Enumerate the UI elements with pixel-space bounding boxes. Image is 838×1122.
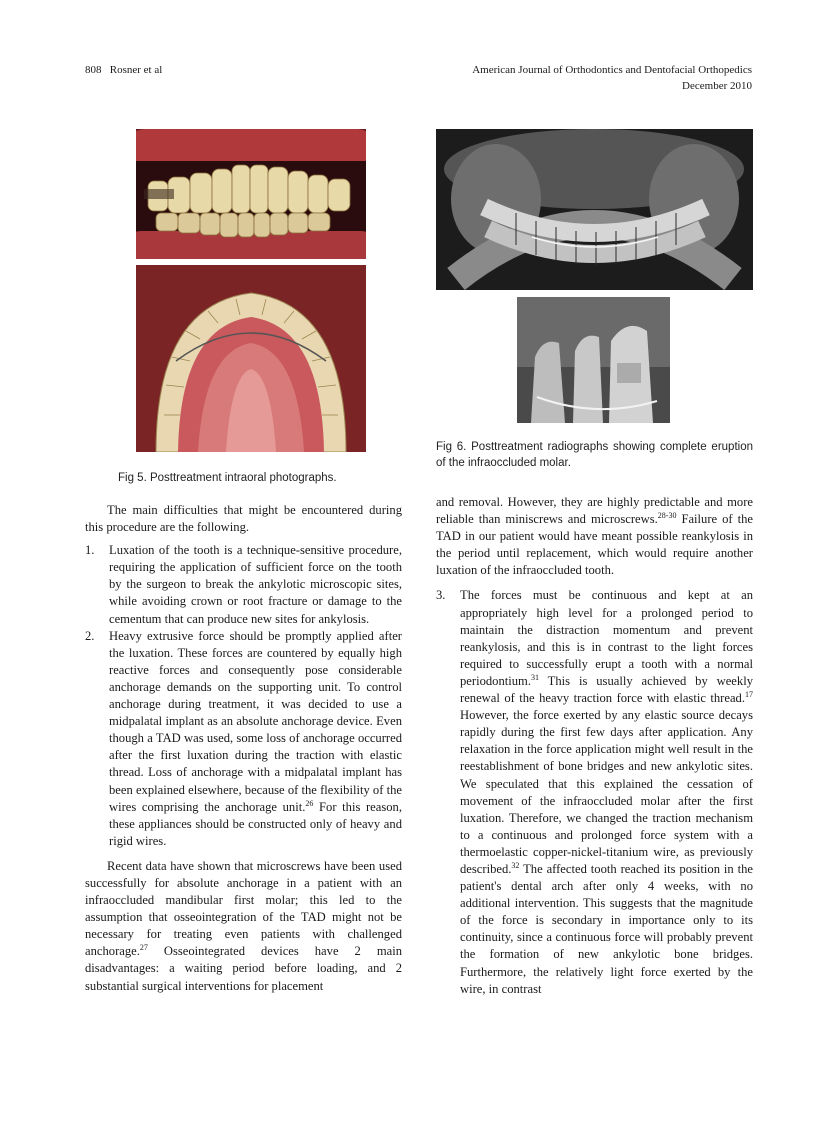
citation: 31	[531, 672, 540, 682]
right-column-text	[436, 494, 753, 998]
citation: 32	[511, 860, 520, 870]
difficulties-list-continued	[436, 587, 753, 997]
list-item	[85, 542, 402, 627]
body-paragraph	[436, 494, 753, 579]
fig6-caption: Fig 6. Posttreatment radiographs showing complete eruption of the infraoccluded molar.	[436, 441, 753, 469]
list-item	[85, 628, 402, 850]
paragraph-text: and removal. However, they are highly predictable and more reliable than miniscrews and microscrews.	[436, 495, 753, 527]
issue-date: December 2010	[682, 80, 752, 92]
fig6-panoramic-radiograph	[436, 129, 753, 290]
fig6-periapical-radiograph	[517, 297, 670, 423]
list-number: 3.	[436, 588, 446, 603]
left-column-text	[85, 502, 402, 995]
list-text: Heavy extrusive force should be promptly applied after the luxation. These forces are countered by equally high reactive forces and consequently pose considerable anchorage demands on the supporting unit. To control anchorage during treatment, it was decided to use a midpalatal implant as an absolute anchorage device. Even though a TAD was used, some loss of anchorage occurred after the first luxation during the traction with elastic thread. Loss of anchorage with a midpalatal implant has been explained elsewhere, because of the flexibility of the wires comprising the anchorage unit.	[109, 628, 402, 814]
difficulties-list	[85, 542, 402, 850]
list-number: 1.	[85, 543, 95, 558]
citation: 26	[305, 798, 314, 808]
paragraph-text: Osseointegrated devices have 2 main disadvantages: a waiting period before loading, and 2 substantial surgical interventions for placement	[85, 944, 402, 993]
body-paragraph	[85, 858, 402, 995]
list-text: For this reason, these appliances should be constructed only of heavy and rigid wires.	[109, 799, 403, 848]
citation: 28-30	[657, 510, 677, 520]
list-text: The affected tooth reached its position in the patient's dental arch after only 4 weeks, with no additional intervention. This suggests that the magnitude of the force is secondary in importance only to its continuity, since a continuous force will probably prevent the formation of new ankylotic bone bridges. Furthermore, the relatively light force exerted by the wire, in contrast	[460, 861, 753, 996]
list-text: The forces must be continuous and kept at an appropriately high level for a prolonged period to maintain the distraction momentum and prevent reankylosis, and this is in contrast to the light forces required to successfully erupt a tooth with a normal periodontium.	[460, 588, 753, 688]
paragraph-text: Failure of the TAD in our patient would have meant possible reankylosis in the period until replacement, which would require another luxation of the infraoccluded tooth.	[436, 512, 753, 578]
paragraph-text: Recent data have shown that microscrews have been used successfully for absolute anchorage in a patient with an infraoccluded mandibular first molar; this led to the assumption that osseointegration of the TAD might not be necessary for treating even patients with challenged anchorage.	[85, 858, 402, 959]
list-item	[436, 587, 753, 997]
running-header-right	[472, 62, 752, 94]
list-text: However, the force exerted by any elastic source decays rapidly during the first few days after application. Any relaxation in the force application might well result in the reestablishment of bone bridges and new ankylotic sites. We speculated that this explained the cessation of movement of the infraoccluded molar after the first luxation. Therefore, we changed the traction mechanism to a continuous and prolonged force system with a thermoelastic copper-nickel-titanium wire, as previously described.	[460, 708, 753, 876]
list-text: Luxation of the tooth is a technique-sensitive procedure, requiring the application of sufficient force on the tooth by the surgeon to break the ankylotic microscopic sites, while avoiding crown or root fracture or damage to the cementum that can produce new sites for ankylosis.	[109, 543, 402, 626]
intro-paragraph: The main difficulties that might be encountered during this procedure are the following.	[85, 503, 402, 535]
running-header-left: 808 Rosner et al	[85, 64, 163, 76]
list-number: 2.	[85, 628, 95, 643]
fig5-frontal-intraoral-photo	[136, 129, 366, 259]
fig5-occlusal-palatal-photo	[136, 265, 366, 452]
citation: 27	[139, 943, 148, 953]
fig5-caption: Fig 5. Posttreatment intraoral photographs.	[118, 472, 337, 484]
citation: 17	[745, 689, 753, 699]
list-text: This is usually achieved by weekly renewal of the heavy traction force with elastic thread.	[460, 673, 753, 706]
journal-name: American Journal of Orthodontics and Dentofacial Orthopedics	[472, 64, 752, 76]
